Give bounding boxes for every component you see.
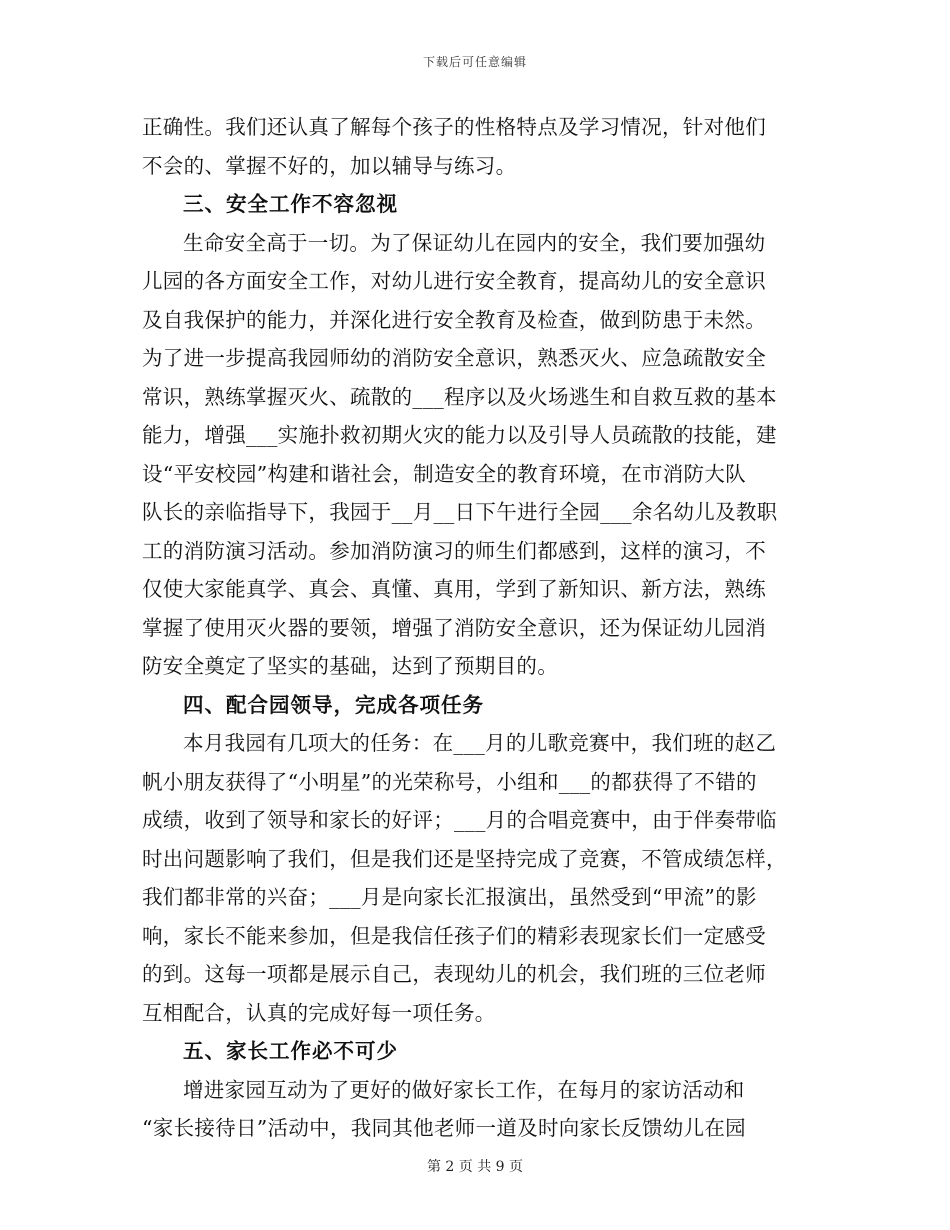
body-line: 为了进一步提高我园师幼的消防安全意识，熟悉灭火、应急疏散安全 <box>142 346 766 370</box>
body-line: 儿园的各方面安全工作，对幼儿进行安全教育，提高幼儿的安全意识 <box>142 269 766 293</box>
body-line: 我们都非常的兴奋；___月是向家长汇报演出，虽然受到“甲流”的影 <box>142 885 757 909</box>
body-line: 互相配合，认真的完成好每一项任务。 <box>142 1000 496 1025</box>
body-line: 不会的、掌握不好的，加以辅导与练习。 <box>142 153 517 178</box>
body-line: 成绩，收到了领导和家长的好评；___月的合唱竞赛中，由于伴奏带临 <box>142 808 777 832</box>
body-line: 常识，熟练掌握灭火、疏散的___程序以及火场逃生和自救互救的基本 <box>142 384 777 409</box>
body-line: 仅使大家能真学、真会、真懂、真用，学到了新知识、新方法，熟练 <box>142 577 766 601</box>
body-line: 掌握了使用灭火器的要领，增强了消防安全意识，还为保证幼儿园消 <box>142 615 766 640</box>
body-line: 帆小朋友获得了“小明星”的光荣称号，小组和___的都获得了不错的 <box>142 769 757 794</box>
body-line: 的到。这每一项都是展示自己，表现幼儿的机会，我们班的三位老师 <box>142 962 766 986</box>
body-line: 时出问题影响了我们，但是我们还是坚持完成了竞赛，不管成绩怎样， <box>142 846 787 871</box>
section-heading: 五、家长工作必不可少 <box>183 1039 398 1063</box>
body-line: 防安全奠定了坚实的基础，达到了预期目的。 <box>142 654 558 678</box>
body-line: 及自我保护的能力，并深化进行安全教育及检查，做到防患于未然。 <box>142 307 766 332</box>
body-line: 正确性。我们还认真了解每个孩子的性格特点及学习情况，针对他们 <box>142 115 766 139</box>
body-line: 本月我园有几项大的任务：在___月的儿歌竞赛中，我们班的赵乙 <box>183 731 777 755</box>
body-line: 增进家园互动为了更好的做好家长工作，在每月的家访活动和 <box>183 1077 745 1102</box>
section-heading: 四、配合园领导，完成各项任务 <box>183 692 484 717</box>
body-line: 设“平安校园”构建和谐社会，制造安全的教育环境，在市消防大队 <box>142 461 746 486</box>
page-number: 第 2 页 共 9 页 <box>426 1159 524 1175</box>
body-line: 队长的亲临指导下，我园于__月__日下午进行全园___余名幼儿及教职 <box>142 500 778 524</box>
page-header: 下载后可任意编辑 <box>422 55 527 69</box>
body-line: 响，家长不能来参加，但是我信任孩子们的精彩表现家长们一定感受 <box>142 923 766 948</box>
body-line: 工的消防演习活动。参加消防演习的师生们都感到，这样的演习，不 <box>142 538 766 563</box>
body-line: “家长接待日”活动中，我同其他老师一道及时向家长反馈幼儿在园 <box>142 1116 746 1140</box>
body-line: 生命安全高于一切。为了保证幼儿在园内的安全，我们要加强幼 <box>183 230 766 255</box>
section-heading: 三、安全工作不容忽视 <box>183 192 398 216</box>
document-body <box>142 108 810 1148</box>
body-line: 能力，增强___实施扑救初期火灾的能力以及引导人员疏散的技能，建 <box>142 423 777 447</box>
